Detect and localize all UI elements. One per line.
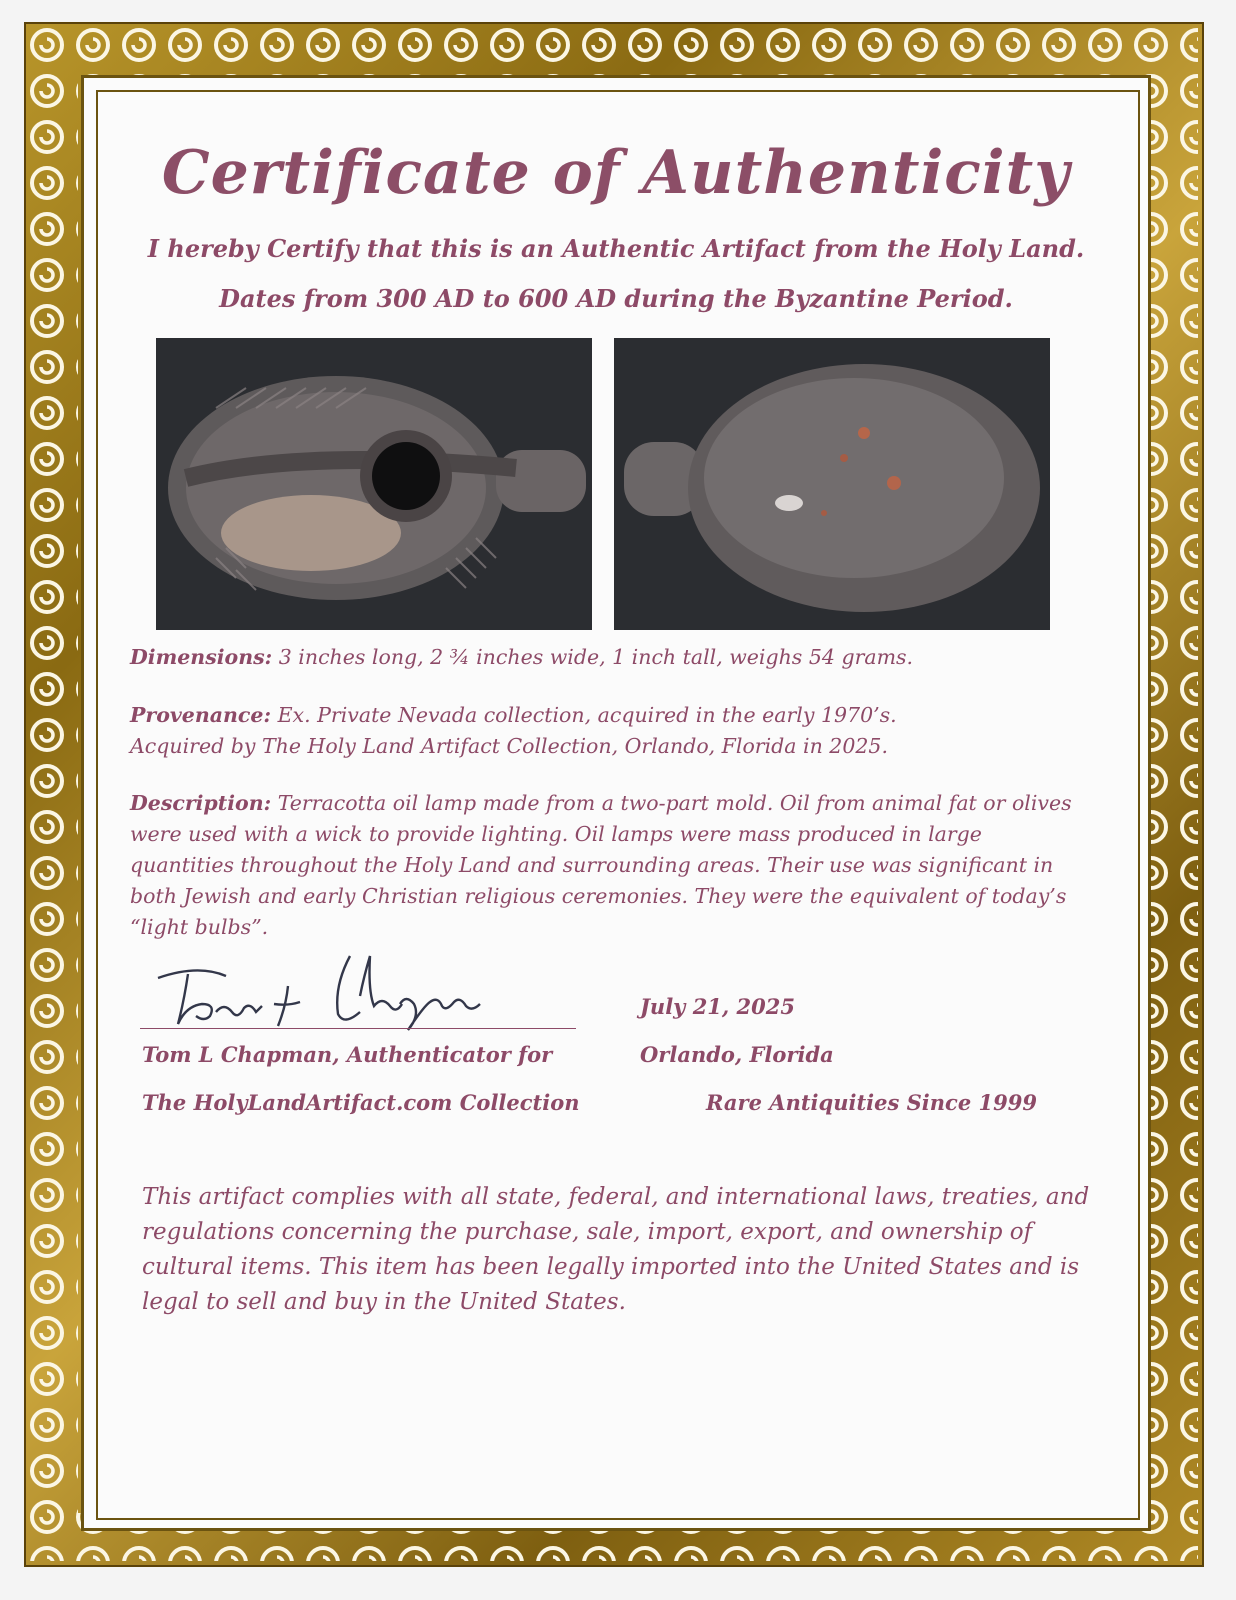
provenance-paragraph <box>130 700 1090 762</box>
certificate-content <box>100 94 1132 1512</box>
certificate-title: Certificate of Authenticity <box>161 138 1071 208</box>
artifact-photo-bottom <box>614 338 1050 630</box>
provenance-text-2: Acquired by The Holy Land Artifact Collection, Orlando, Florida in 2025. <box>130 734 888 758</box>
established-tagline: Rare Antiquities Since 1999 <box>706 1090 1037 1115</box>
provenance-label: Provenance: <box>130 703 272 727</box>
authenticator-name: Tom L Chapman, Authenticator for <box>142 1042 553 1067</box>
description-paragraph <box>130 788 1090 943</box>
description-label: Description: <box>130 791 272 815</box>
artifact-photo-top <box>156 338 592 630</box>
dimensions-label: Dimensions: <box>130 645 273 669</box>
dimensions-text: 3 inches long, 2 ¾ inches wide, 1 inch tall, weighs 54 grams. <box>278 645 914 669</box>
certificate-date: July 21, 2025 <box>640 994 795 1019</box>
description-text: Terracotta oil lamp made from a two-part mold. Oil from animal fat or olives were used with a wick to provide lighting. Oil lamps were mass produced in large quantities throughout the Holy Land and surrounding areas. Their use was significant in both Jewish and early Christian religious ceremonies. They were the equivalent of today’s “light bulbs”. <box>130 791 1072 939</box>
legal-compliance-statement: This artifact complies with all state, federal, and international laws, treaties, and regulations concerning the purchase, sale, import, export, and ownership of cultural items. This item has been legally imported into the United States and is legal to sell and buy in the United States. <box>142 1184 1090 1315</box>
certificate-location: Orlando, Florida <box>640 1042 834 1067</box>
signature-line <box>140 1028 576 1029</box>
handwritten-signature <box>138 946 578 1036</box>
collection-name: The HolyLandArtifact.com Collection <box>142 1090 580 1115</box>
certify-statement: I hereby Certify that this is an Authentic Artifact from the Holy Land. <box>147 234 1085 263</box>
dimensions-paragraph <box>130 642 1090 673</box>
dating-statement: Dates from 300 AD to 600 AD during the Byzantine Period. <box>219 284 1013 313</box>
provenance-text-1: Ex. Private Nevada collection, acquired in the early 1970’s. <box>277 703 897 727</box>
